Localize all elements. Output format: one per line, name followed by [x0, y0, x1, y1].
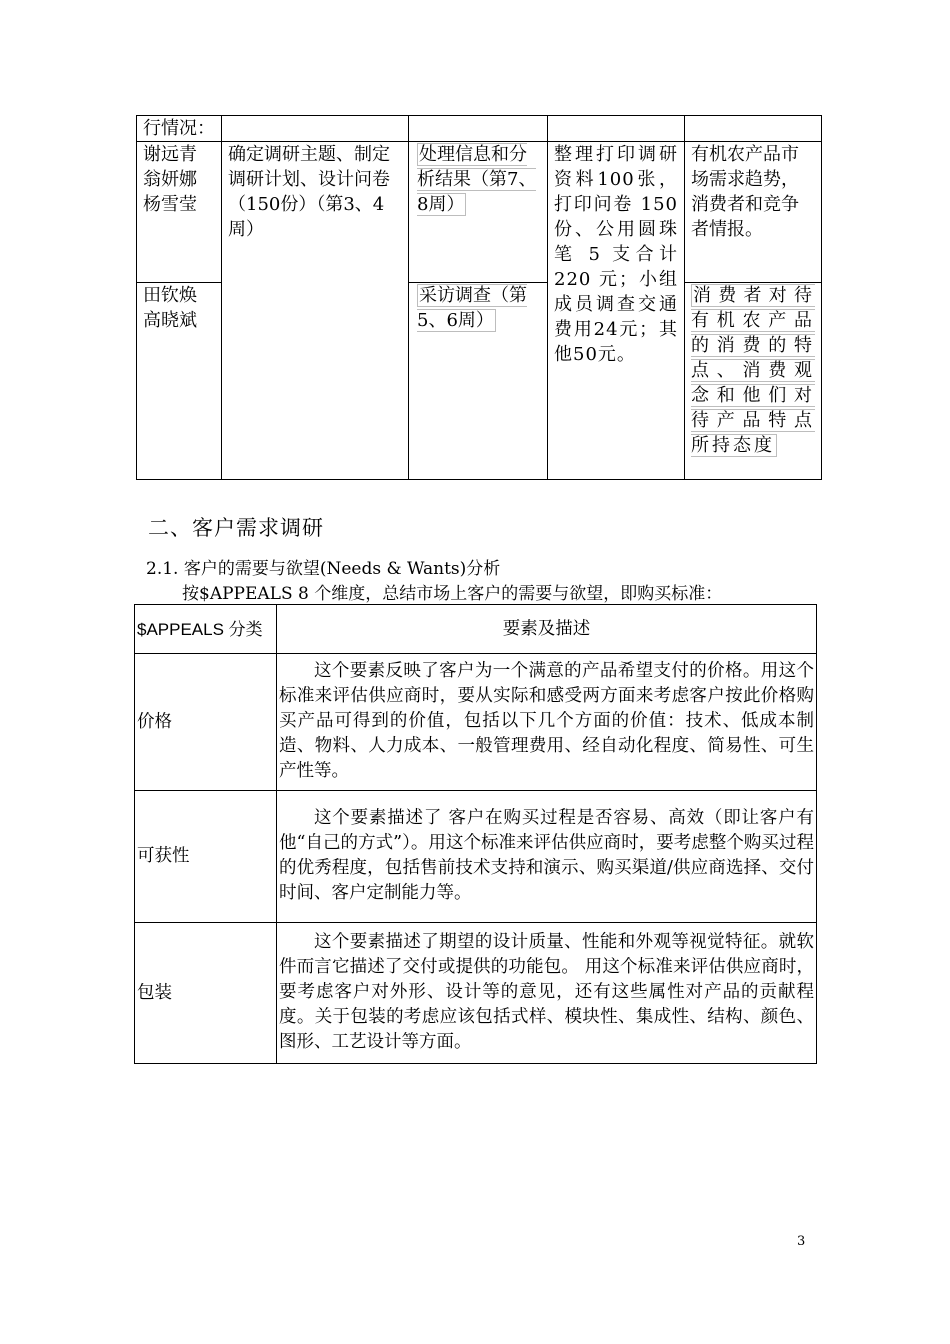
- category-cell: 包装: [135, 923, 277, 1064]
- table-row: [135, 923, 817, 1064]
- table-row: [135, 654, 817, 791]
- content-text: 消费者对待有机农产品的消费的特点、消费观念和他们对待产品特点所持态度: [691, 285, 815, 456]
- description-cell: 这个要素描述了期望的设计质量、性能和外观等视觉特征。就软件而言它描述了交付或提供的功能包。 用这个标准来评估供应商时， 要考虑客户对外形、设计等的意见，还有这些属性对产品的贡献程度。关于包装的考虑应该包括式样、模块性、集成性、结构、颜色、图形、工艺设计等方面。: [277, 923, 817, 1064]
- description-cell: 这个要素反映了客户为一个满意的产品希望支付的价格。用这个标准来评估供应商时，要从实际和感受两方面来考虑客户按此价格购买产品可得到的价值，包括以下几个方面的价值：技术、低成本制造、物料、人力成本、一般管理费用、经自动化程度、简易性、可生产性等。: [277, 654, 817, 791]
- subsection-title: 2.1. 客户的需要与欲望(Needs & Wants)分析: [146, 559, 501, 579]
- members-cell: [137, 283, 222, 480]
- description-cell: 这个要素描述了 客户在购买过程是否容易、高效（即让客户有他“自己的方式”）。用这个标准来评估供应商时，要考虑整个购买过程的优秀程度，包括售前技术支持和演示、购买渠道/供应商选择、交付时间、客户定制能力等。: [277, 791, 817, 923]
- appeals-table: [134, 604, 817, 1064]
- section-title: 二、客户需求调研: [148, 516, 324, 540]
- task-b-text: 采访调查（第5、6周）: [417, 285, 527, 331]
- budget-cell: 整理打印调研资料100张，打印问卷 150 份、公用圆珠笔 5 支合计 220 元；小组成员调查交通费用24元；其他50元。: [548, 142, 685, 480]
- table-cell: [685, 116, 822, 142]
- category-cell: 价格: [135, 654, 277, 791]
- research-plan-table: [136, 115, 822, 480]
- table-row: [137, 116, 822, 142]
- content-cell: [685, 283, 822, 480]
- table-header-row: [135, 605, 817, 654]
- column-header: $APPEALS 分类: [135, 605, 277, 654]
- member-name: 翁妍娜: [143, 169, 197, 190]
- content-cell: 有机农产品市场需求趋势，消费者和竞争者情报。: [685, 142, 822, 283]
- intro-text: 按$APPEALS 8 个维度，总结市场上客户的需要与欲望，即购买标准：: [182, 584, 723, 604]
- member-name: 高晓斌: [143, 310, 197, 331]
- table-cell: [548, 116, 685, 142]
- task-b-cell: [409, 283, 548, 480]
- member-name: 谢远青: [143, 144, 197, 165]
- table-cell: 行情况：: [137, 116, 222, 142]
- member-name: 田钦焕: [143, 285, 197, 306]
- member-name: 杨雪莹: [143, 194, 197, 215]
- table-cell: [222, 116, 409, 142]
- task-cell: 确定调研主题、制定调研计划、设计问卷（150份）（第3、4周）: [222, 142, 409, 480]
- table-row: [137, 142, 822, 283]
- category-cell: 可获性: [135, 791, 277, 923]
- table-cell: [409, 116, 548, 142]
- members-cell: [137, 142, 222, 283]
- task-b-cell: [409, 142, 548, 283]
- table-row: [135, 791, 817, 923]
- column-header: 要素及描述: [277, 605, 817, 654]
- page-number: 3: [797, 1234, 806, 1249]
- task-b-text: 处理信息和分析结果（第7、8周）: [417, 144, 537, 215]
